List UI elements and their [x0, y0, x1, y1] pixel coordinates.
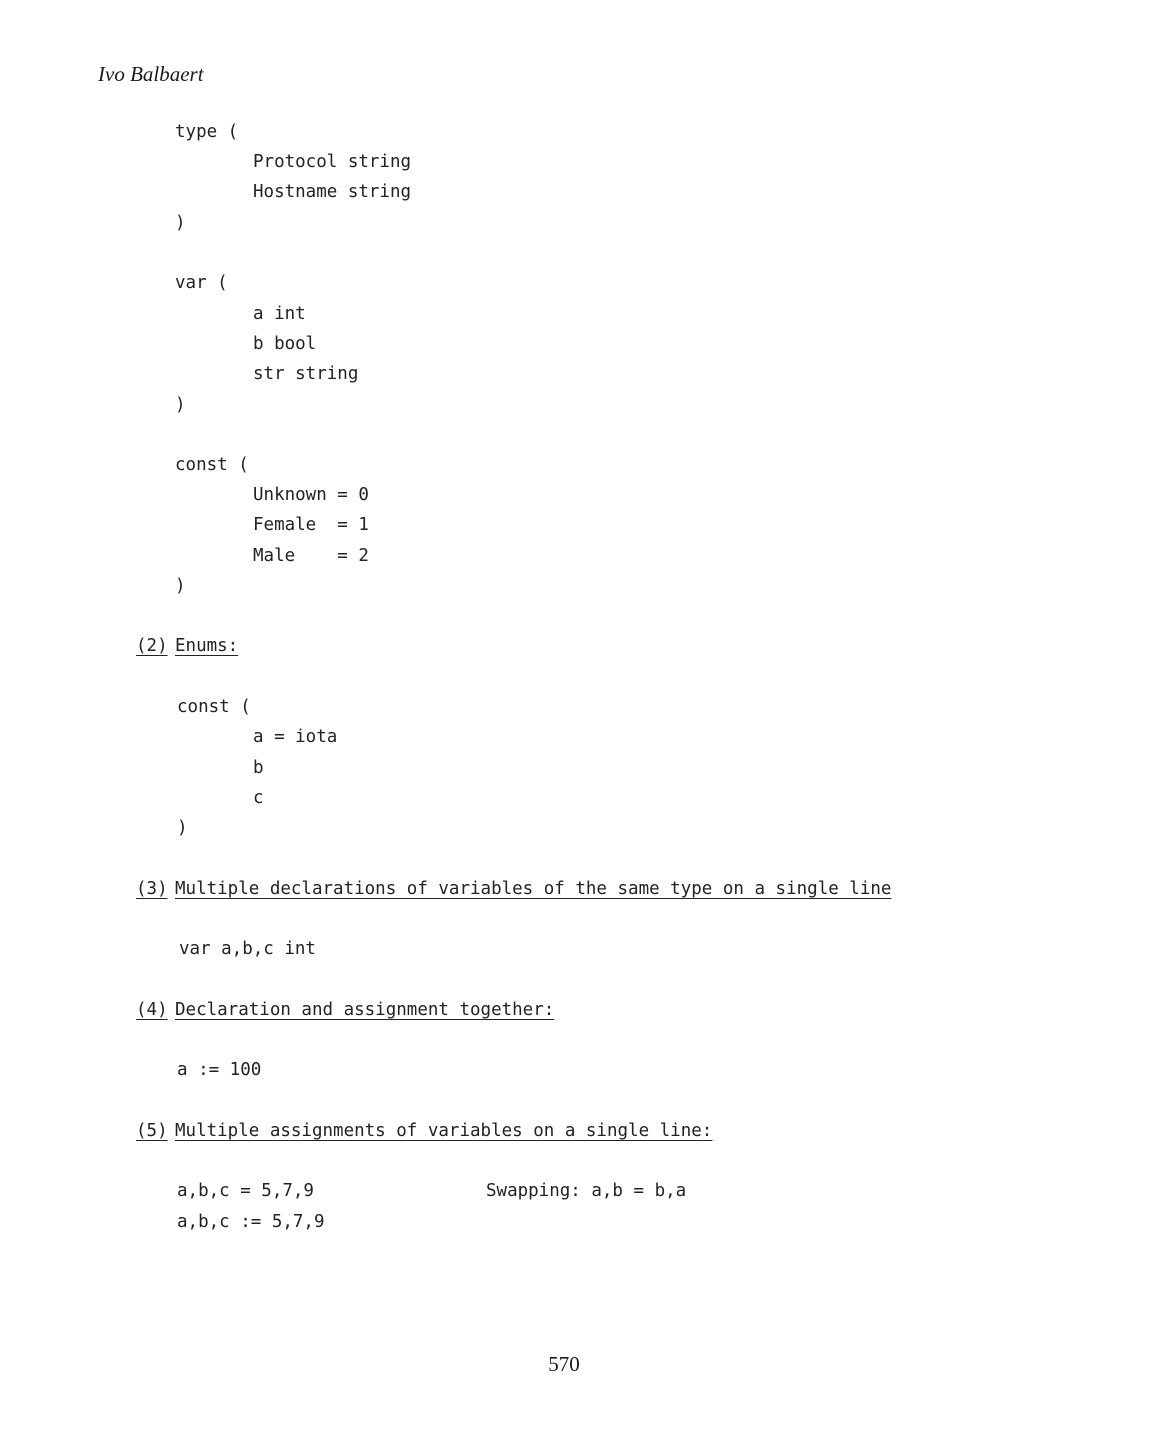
- code-line: b bool: [253, 334, 317, 354]
- section-heading: Enums:: [175, 636, 239, 656]
- code-line: a := 100: [177, 1060, 262, 1080]
- code-line: type (: [175, 122, 239, 142]
- running-header-author: Ivo Balbaert: [98, 62, 204, 86]
- code-line: ): [175, 213, 186, 233]
- section-number: (5): [136, 1121, 168, 1141]
- code-line: Unknown = 0: [253, 485, 369, 505]
- code-line: a,b,c := 5,7,9: [177, 1212, 325, 1232]
- code-line: Hostname string: [253, 182, 412, 202]
- code-line: ): [177, 818, 188, 838]
- code-note: Swapping: a,b = b,a: [486, 1181, 687, 1201]
- section-number: (3): [136, 879, 168, 899]
- section-heading: Multiple assignments of variables on a single line:: [175, 1121, 713, 1141]
- code-line: var (: [175, 273, 228, 293]
- code-line: Protocol string: [253, 152, 412, 172]
- code-line: a = iota: [253, 727, 338, 747]
- code-line: b: [253, 758, 264, 778]
- code-line: a,b,c = 5,7,9: [177, 1181, 314, 1201]
- code-line: a int: [253, 304, 306, 324]
- section-number: (4): [136, 1000, 168, 1020]
- code-line: const (: [177, 697, 251, 717]
- code-line: Female = 1: [253, 515, 369, 535]
- code-line: Male = 2: [253, 546, 369, 566]
- section-number: (2): [136, 636, 168, 656]
- code-line: str string: [253, 364, 359, 384]
- code-line: c: [253, 788, 264, 808]
- page-number: 570: [548, 1352, 580, 1376]
- section-heading: Declaration and assignment together:: [175, 1000, 555, 1020]
- code-line: const (: [175, 455, 249, 475]
- section-heading: Multiple declarations of variables of the same type on a single line: [175, 879, 892, 899]
- code-line: var a,b,c int: [179, 939, 316, 959]
- code-line: ): [175, 576, 186, 596]
- code-line: ): [175, 395, 186, 415]
